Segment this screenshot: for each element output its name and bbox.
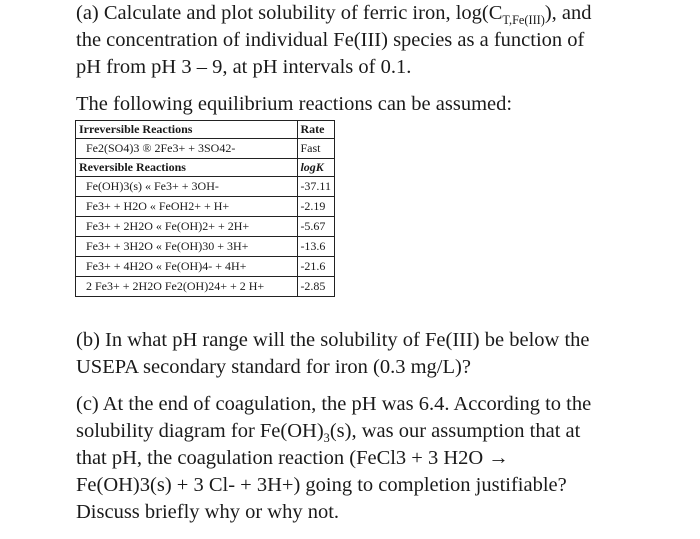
table-row — [76, 277, 335, 297]
reversible-header: Reversible Reactions — [76, 159, 298, 177]
reactions-table — [75, 120, 335, 297]
question-b — [76, 327, 636, 381]
table-row — [76, 237, 335, 257]
irreversible-header-row — [76, 121, 335, 139]
question-a-line-1: (a) Calculate and plot solubility of ferric iron, $\log(C_{T,Fe(III)})$, and — [76, 2, 592, 28]
reaction-logk: -21.6 — [298, 257, 335, 277]
table-row — [76, 217, 335, 237]
reaction-logk: -5.67 — [298, 217, 335, 237]
question-a-line-2: the concentration of individual Fe(III) species as a function of — [76, 29, 585, 51]
reaction-logk: -2.19 — [298, 197, 335, 217]
question-c-line-1: (c) At the end of coagulation, the pH was 6.4. According to the — [76, 393, 592, 415]
irreversible-header: Irreversible Reactions — [76, 121, 298, 139]
question-a-line-3: pH from pH 3 – 9, at pH intervals of 0.1. — [76, 56, 412, 78]
question-c-line-2: solubility diagram for $Fe(OH)_3(s)$, was our assumption that at — [76, 420, 581, 446]
reaction-equation: 2 Fe3+ + 2H2O Fe2(OH)24+ + 2 H+ — [76, 277, 298, 297]
question-b-line-1: (b) In what pH range will the solubility of Fe(III) be below the — [76, 329, 590, 351]
reaction-equation: Fe3+ + H2O « FeOH2+ + H+ — [76, 197, 298, 217]
question-c — [76, 391, 636, 526]
reversible-header-row — [76, 159, 335, 177]
question-c-line-4: Fe(OH)3(s) + 3 Cl- + 3H+) going to completion justifiable? — [76, 474, 567, 496]
reaction-equation: Fe3+ + 3H2O « Fe(OH)30 + 3H+ — [76, 237, 298, 257]
question-c-line-3: that pH, the coagulation reaction (FeCl3 + 3 H2O → — [76, 447, 509, 469]
logk-header: logK — [298, 159, 335, 177]
table-row — [76, 177, 335, 197]
table-row — [76, 197, 335, 217]
question-a — [76, 0, 636, 81]
reaction-equation: Fe(OH)3(s) « Fe3+ + 3OH- — [76, 177, 298, 197]
rate-header: Rate — [300, 122, 325, 136]
reaction-logk: -37.11 — [298, 177, 335, 197]
reaction-equation: Fe3+ + 2H2O « Fe(OH)2+ + 2H+ — [76, 217, 298, 237]
irreversible-row — [76, 139, 335, 159]
irreversible-equation: Fe2(SO4)3 ® 2Fe3+ + 3SO42- — [76, 139, 298, 159]
table-row — [76, 257, 335, 277]
irreversible-rate: Fast — [298, 139, 335, 159]
reaction-logk: -13.6 — [298, 237, 335, 257]
question-b-line-2: USEPA secondary standard for iron (0.3 mg/L)? — [76, 356, 471, 378]
reactions-intro: The following equilibrium reactions can be assumed: — [76, 93, 513, 115]
reaction-equation: Fe3+ + 4H2O « Fe(OH)4- + 4H+ — [76, 257, 298, 277]
question-c-line-5: Discuss briefly why or why not. — [76, 501, 340, 523]
reaction-logk: -2.85 — [298, 277, 335, 297]
